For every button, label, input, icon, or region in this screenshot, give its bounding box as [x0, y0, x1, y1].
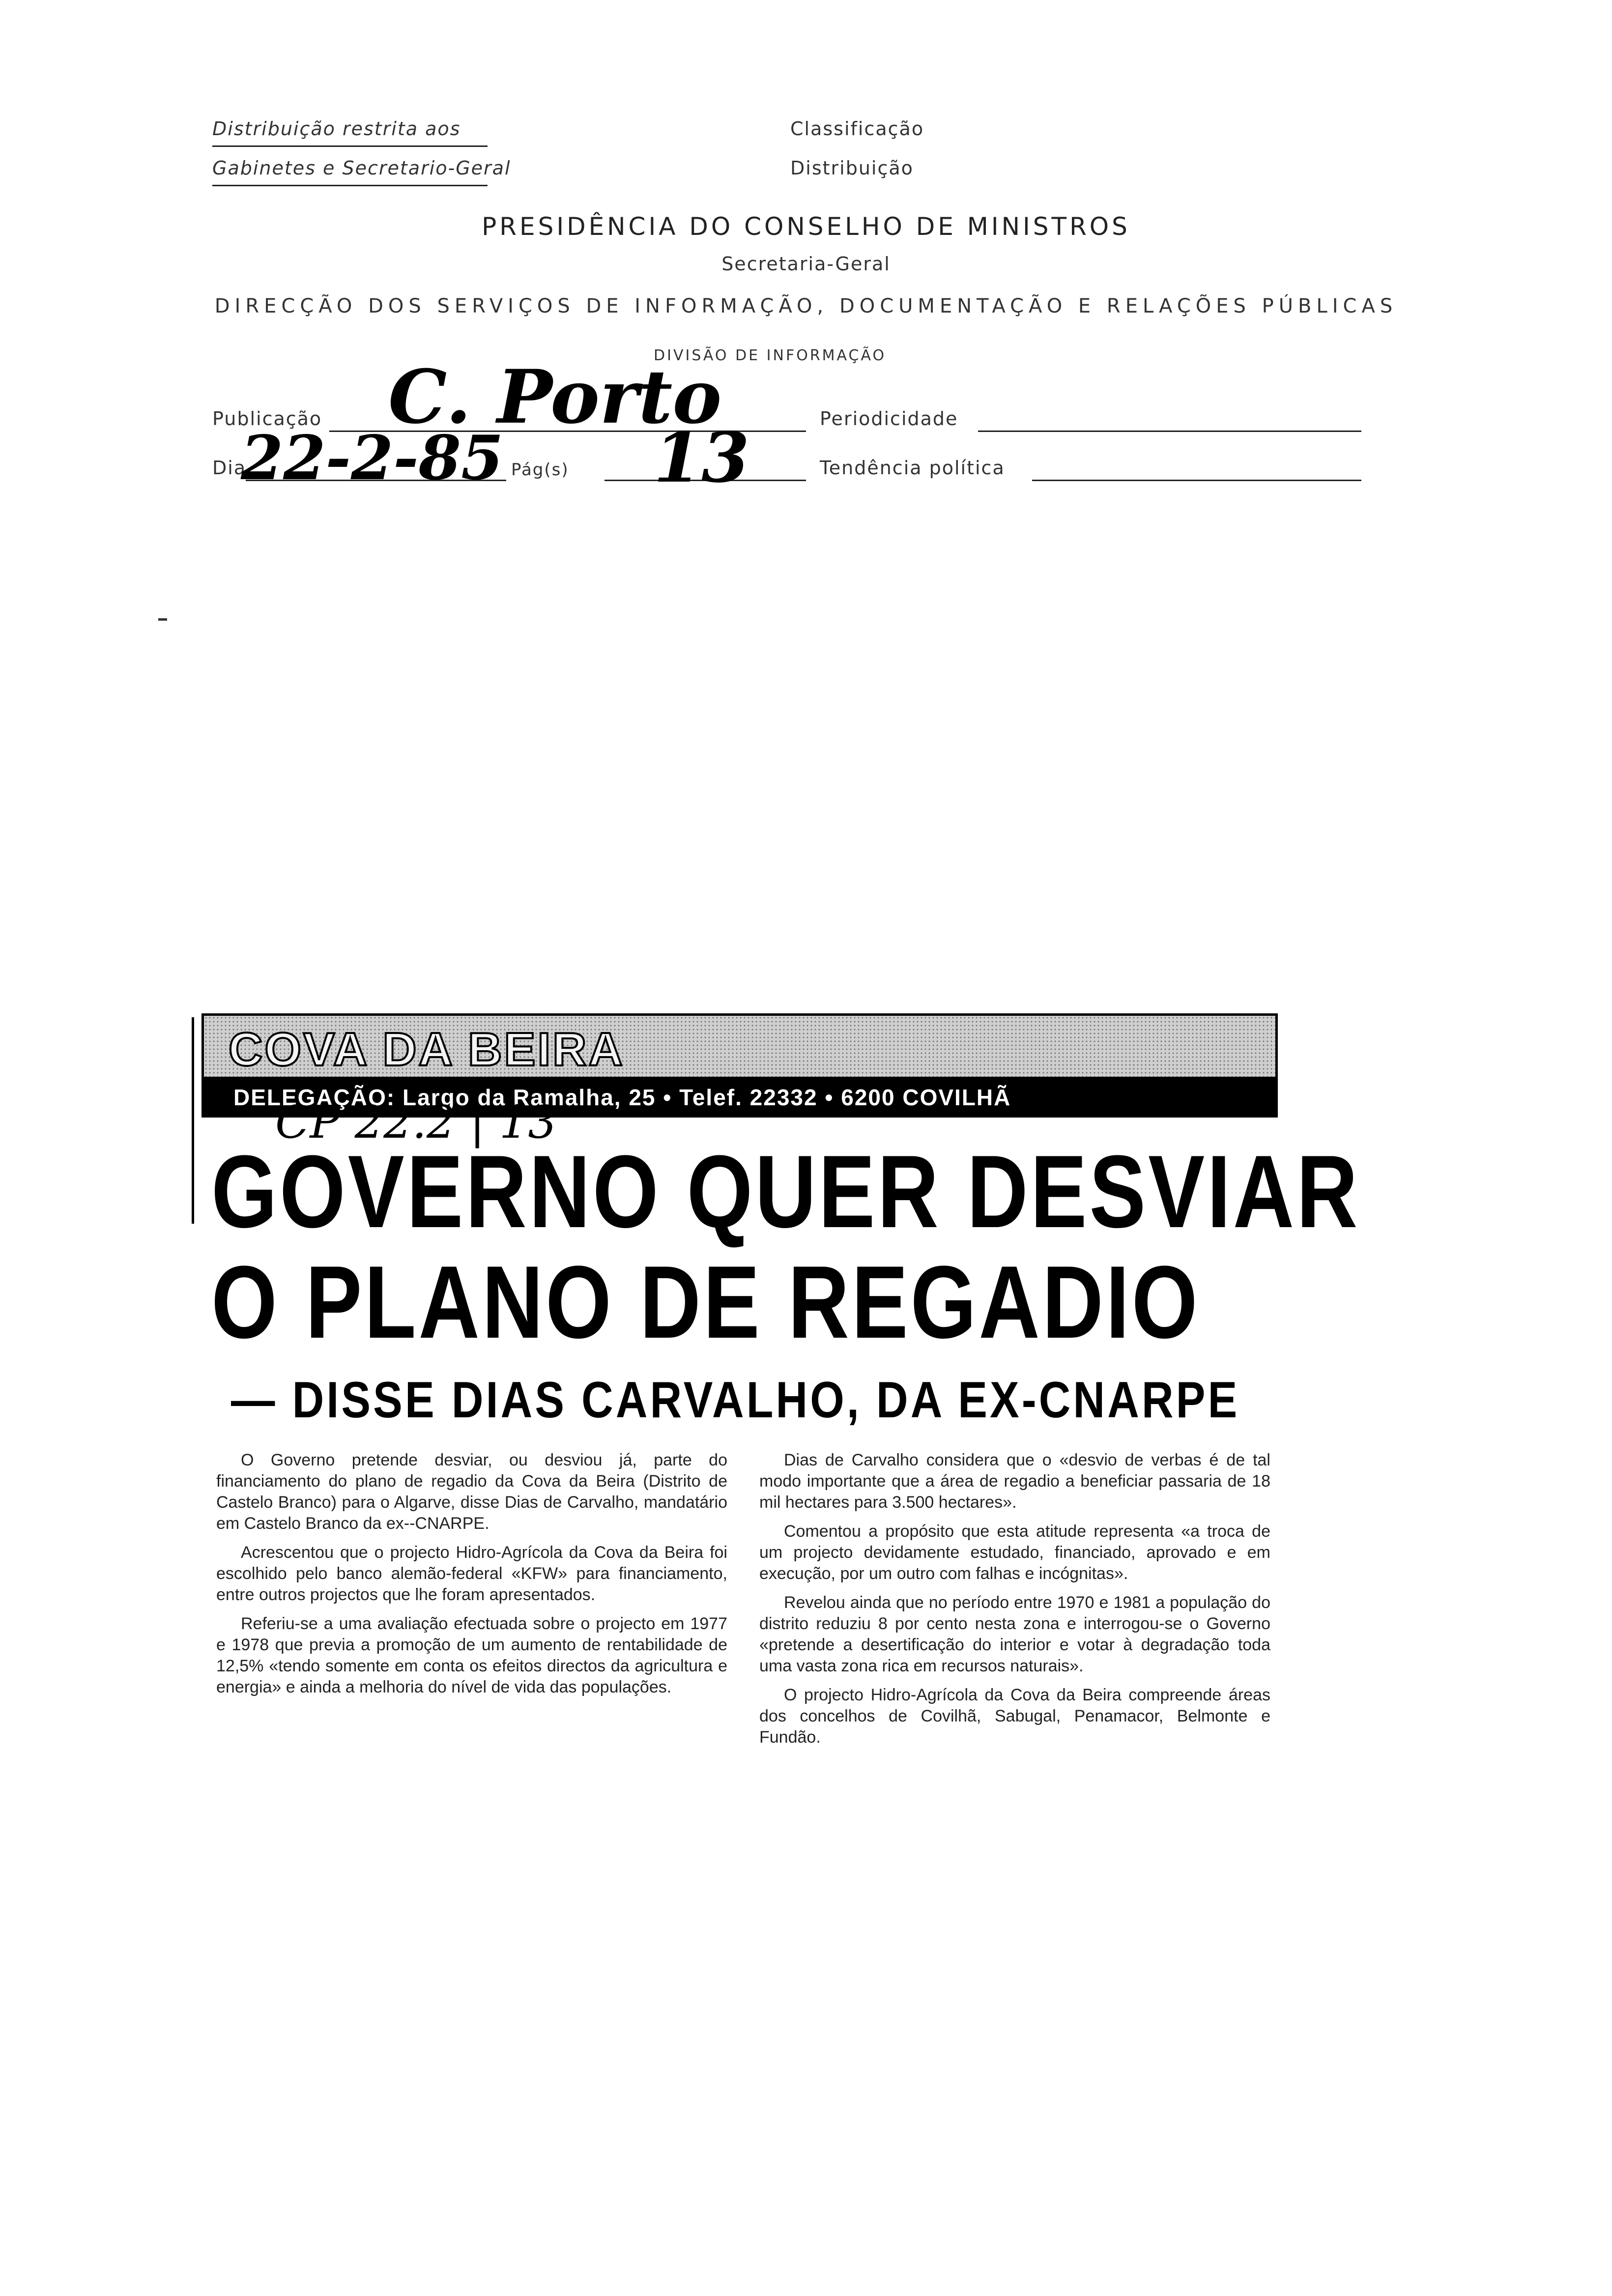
political-tendency-underline	[1032, 480, 1361, 481]
paragraph: O Governo pretende desviar, ou desviou já, parte do financiamento do plano de regadio da Cova da Beira (Distrito de Castelo Branco) para o Algarve, disse Dias de Carvalho, mandatário em Castelo Branco da ex--CNARPE.	[216, 1451, 727, 1533]
secretariat: Secretaria-Geral	[721, 253, 891, 275]
divider	[212, 145, 488, 147]
distribution-restriction-line1: Distribuição restrita aos	[212, 118, 461, 140]
paragraph: Referiu-se a uma avaliação efectuada sobre o projecto em 1977 e 1978 que previa a promoção de um aumento de rentabilidade de 12,5% «tendo somente em conta os efeitos directos da agricultura e energia» e ainda a melhoria do nível de vida das populações.	[216, 1614, 727, 1696]
day-handwritten: 22-2-85	[241, 423, 504, 494]
paragraph: Dias de Carvalho considera que o «desvio de verbas é de tal modo importante que a área de regadio a beneficiar passaria de 18 mil hectares para 3.500 hectares».	[759, 1451, 1270, 1512]
political-tendency-label: Tendência política	[820, 457, 1005, 479]
paragraph: O projecto Hidro-Agrícola da Cova da Beira compreende áreas dos concelhos de Covilhã, Sabugal, Penamacor, Belmonte e Fundão.	[759, 1686, 1270, 1747]
division: DIVISÃO DE INFORMAÇÃO	[654, 347, 887, 364]
classification-label: Classificação	[790, 118, 924, 140]
pages-label: Pág(s)	[511, 460, 569, 480]
office-title: PRESIDÊNCIA DO CONSELHO DE MINISTROS	[482, 212, 1130, 241]
masthead-pattern	[204, 1016, 1275, 1079]
subheadline: — DISSE DIAS CARVALHO, DA EX-CNARPE	[231, 1372, 1240, 1429]
publication-label: Publicação	[212, 408, 322, 430]
divider	[212, 185, 488, 186]
day-label: Dia	[212, 457, 247, 479]
left-column	[216, 1450, 727, 1706]
distribution-restriction-line2: Gabinetes e Secretario-Geral	[212, 157, 511, 179]
distribution-label: Distribuição	[790, 157, 914, 179]
paragraph: Acrescentou que o projecto Hidro-Agrícola da Cova da Beira foi escolhido pelo banco alemão-federal «KFW» para financiamento, entre outros projectos que lhe foram apresentados.	[216, 1543, 727, 1604]
handwritten-reference: CP 22.2 | 13	[275, 1096, 557, 1148]
scan-mark	[158, 618, 167, 621]
publication-handwritten: C. Porto	[388, 354, 722, 440]
headline-line1: GOVERNO QUER DESVIAR	[211, 1134, 1360, 1249]
paragraph: Comentou a propósito que esta atitude representa «a troca de um projecto devidamente estudado, financiado, aprovado e em execução, por um outro com falhas e incógnitas».	[759, 1522, 1270, 1583]
periodicity-underline	[978, 430, 1361, 432]
headline-line2: O PLANO DE REGADIO	[211, 1244, 1200, 1360]
delegation-bar: DELEGAÇÃO: Largo da Ramalha, 25 • Telef. 22332 • 6200 COVILHÃ	[204, 1079, 1275, 1116]
periodicity-label: Periodicidade	[820, 408, 958, 430]
right-column	[759, 1450, 1270, 1756]
directorate: DIRECÇÃO DOS SERVIÇOS DE INFORMAÇÃO, DOCUMENTAÇÃO E RELAÇÕES PÚBLICAS	[214, 295, 1398, 317]
pages-handwritten: 13	[654, 418, 749, 498]
paragraph: Revelou ainda que no período entre 1970 e 1981 a população do distrito reduziu 8 por cento nesta zona e interrogou-se o Governo «pretende a desertificação do interior e votar à degradação toda uma vasta zona rica em recursos naturais».	[759, 1593, 1270, 1675]
section-title: COVA DA BEIRA	[229, 1023, 625, 1076]
